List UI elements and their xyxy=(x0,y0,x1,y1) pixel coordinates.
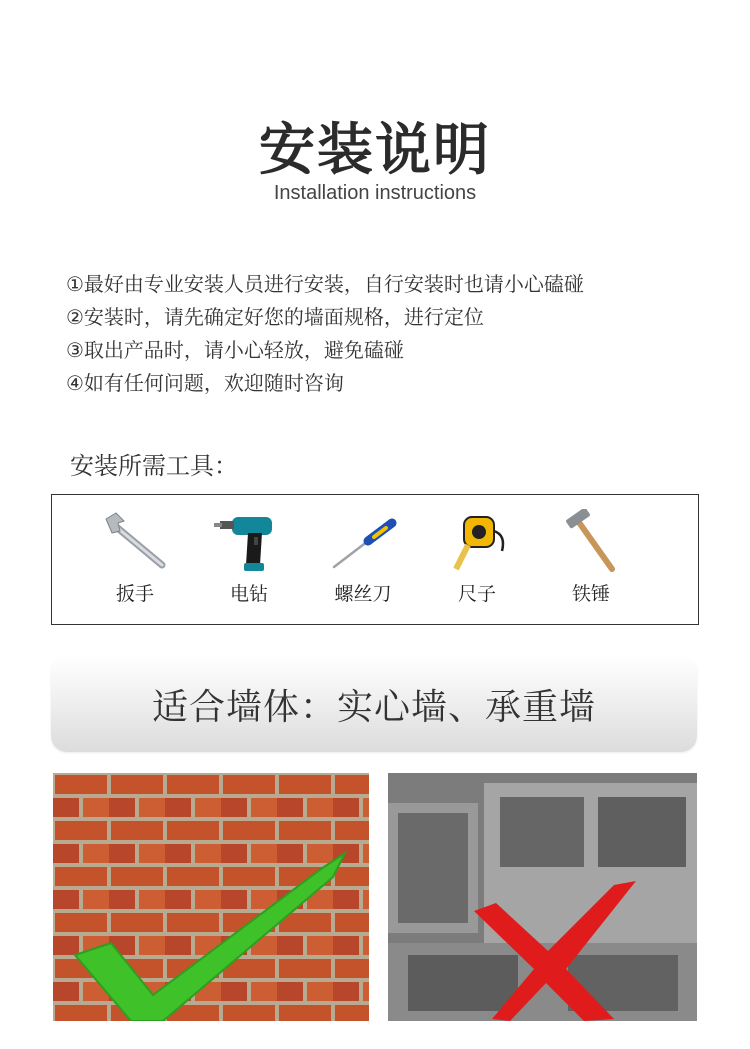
tool-wrench xyxy=(78,509,192,624)
hammer-icon xyxy=(556,509,626,575)
tape-measure-icon xyxy=(442,509,512,575)
note-item: ④如有任何问题，欢迎随时咨询 xyxy=(66,371,344,395)
hollow-block-wall-photo xyxy=(388,773,697,1021)
tool-label: 螺丝刀 xyxy=(334,583,392,605)
tool-hammer xyxy=(534,509,648,624)
tool-label: 扳手 xyxy=(115,583,154,605)
installation-notes xyxy=(66,268,706,400)
tools-heading: 安装所需工具： xyxy=(70,452,238,480)
note-item: ①最好由专业安装人员进行安装，自行安装时也请小心磕碰 xyxy=(66,272,584,296)
solid-brick-wall-photo xyxy=(53,773,369,1021)
tool-label: 铁锤 xyxy=(571,583,610,605)
tool-tape-measure xyxy=(420,509,534,624)
note-item: ②安装时，请先确定好您的墙面规格，进行定位 xyxy=(66,305,484,329)
tool-screwdriver xyxy=(306,509,420,624)
tools-panel xyxy=(51,494,699,625)
page-title: 安装说明 xyxy=(259,118,491,183)
wrench-icon xyxy=(100,509,170,575)
tool-label: 电钻 xyxy=(229,583,268,605)
wall-type-banner: 适合墙体：实心墙、承重墙 xyxy=(51,656,697,752)
page-subtitle: Installation instructions xyxy=(273,182,477,204)
hollow-block-illustration xyxy=(388,773,697,1021)
screwdriver-icon xyxy=(328,509,398,575)
tool-drill xyxy=(192,509,306,624)
note-item: ③取出产品时，请小心轻放，避免磕碰 xyxy=(66,338,404,362)
tool-label: 尺子 xyxy=(457,583,496,605)
drill-icon xyxy=(214,509,284,575)
brick-wall-illustration xyxy=(53,773,369,1021)
